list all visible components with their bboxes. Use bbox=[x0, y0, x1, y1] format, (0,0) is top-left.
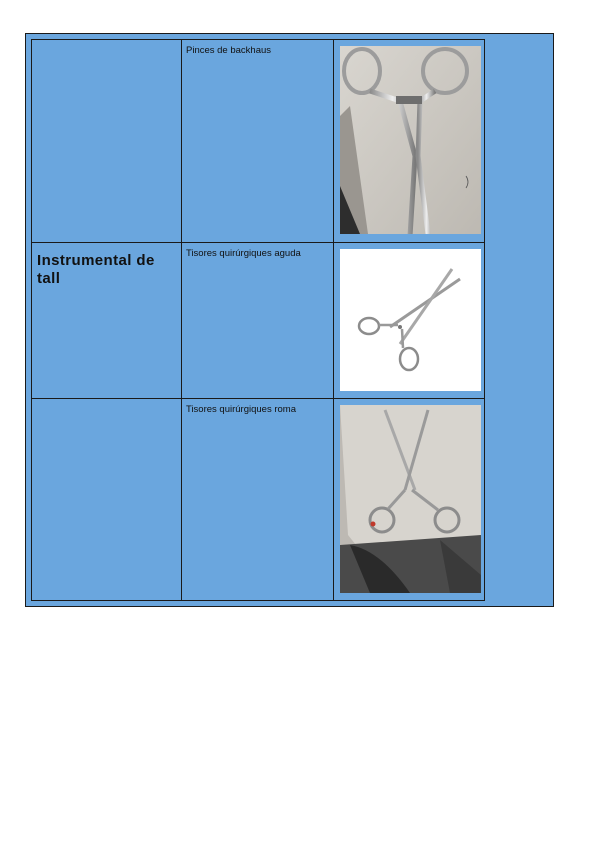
photo-cell bbox=[334, 40, 485, 243]
table-row bbox=[32, 40, 485, 243]
blunt-surgical-scissors-photo bbox=[340, 405, 481, 593]
instrument-table-frame bbox=[25, 33, 554, 607]
instrument-name: Pinces de backhaus bbox=[182, 40, 334, 243]
category-cell-empty bbox=[32, 40, 182, 243]
category-cell-empty bbox=[32, 399, 182, 601]
backhaus-forceps-photo bbox=[340, 46, 481, 234]
sharp-surgical-scissors-photo bbox=[340, 249, 481, 391]
table-row bbox=[32, 243, 485, 399]
photo-cell bbox=[334, 243, 485, 399]
instrument-name: Tisores quirúrgiques roma bbox=[182, 399, 334, 601]
instrument-table bbox=[31, 39, 485, 601]
instrument-name: Tisores quirúrgiques aguda bbox=[182, 243, 334, 399]
photo-cell bbox=[334, 399, 485, 601]
category-label: Instrumental de tall bbox=[32, 243, 182, 399]
table-row bbox=[32, 399, 485, 601]
